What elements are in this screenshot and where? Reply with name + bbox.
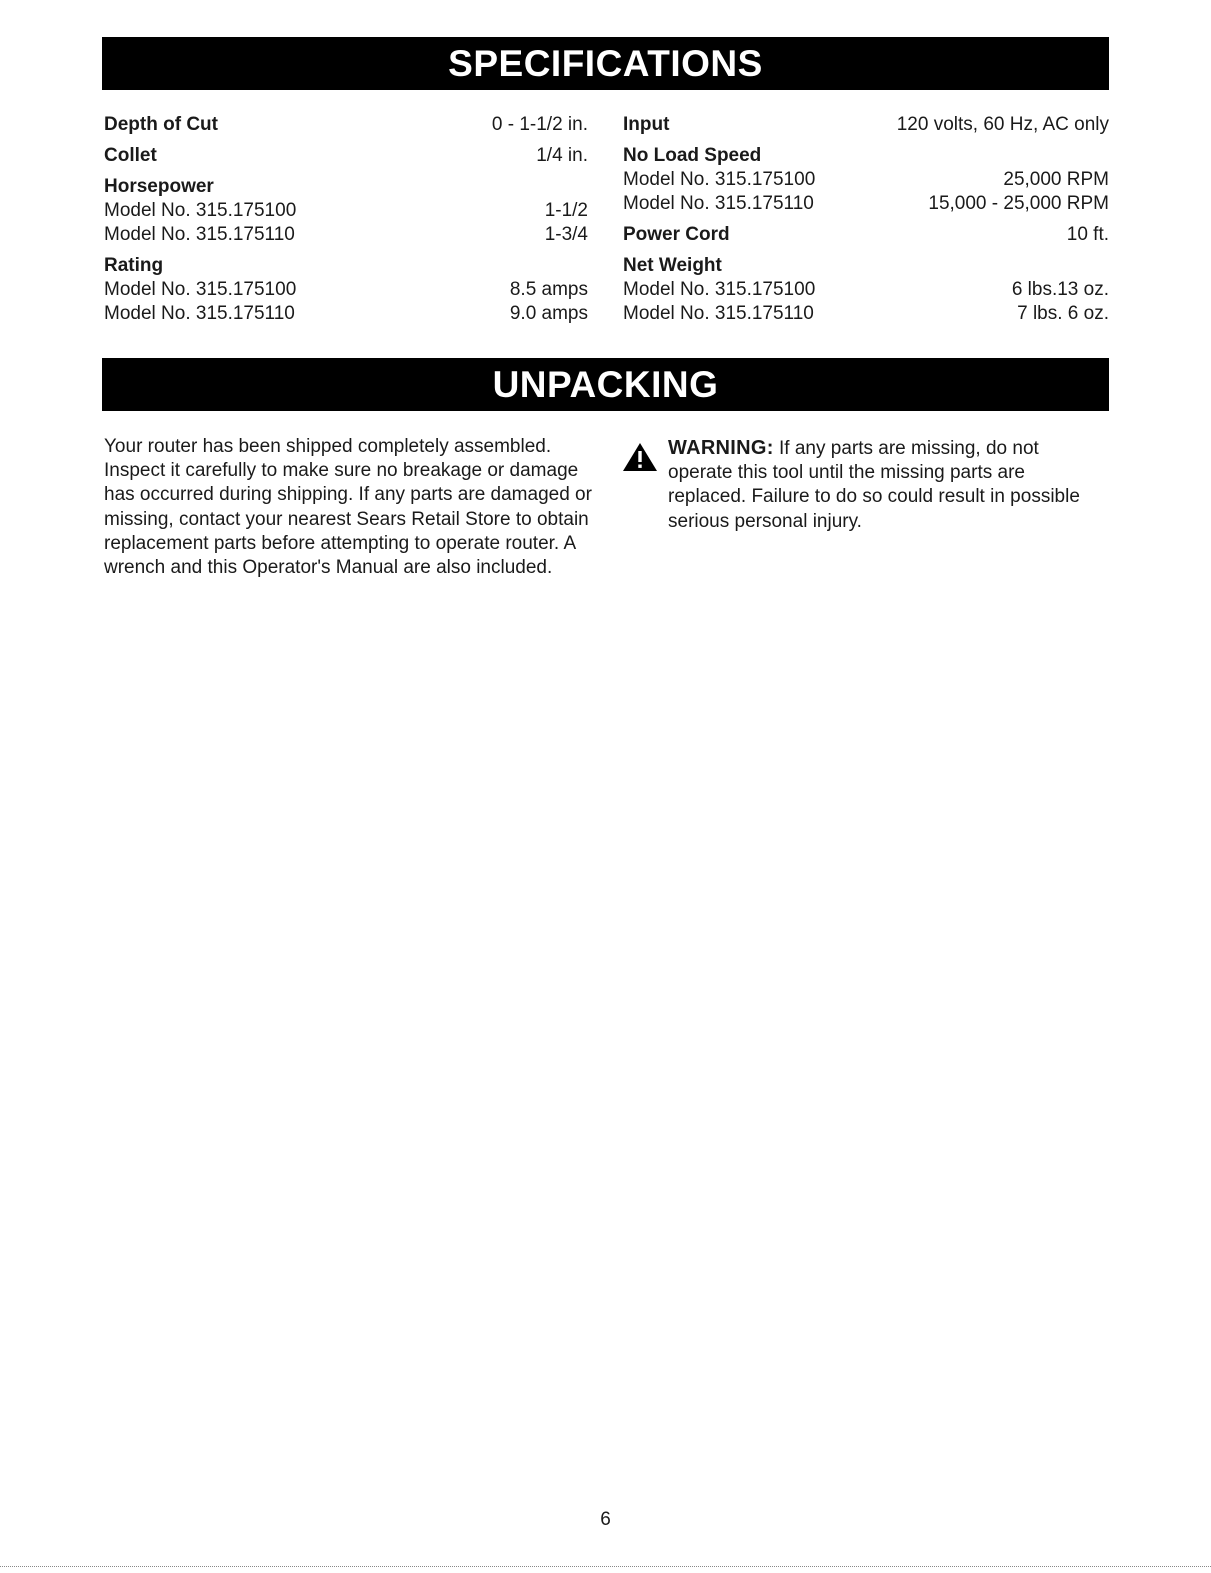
spec-depth-of-cut xyxy=(104,113,588,137)
spec-power-cord xyxy=(623,223,1109,247)
spec-label: Net Weight xyxy=(623,255,722,276)
warning-text-block xyxy=(668,436,1108,534)
spec-input xyxy=(623,113,1109,137)
bottom-divider xyxy=(0,1566,1211,1567)
spec-row xyxy=(623,168,1109,192)
warning-block xyxy=(622,436,1112,534)
spec-value: 10 ft. xyxy=(1066,224,1109,245)
spec-value: 1-3/4 xyxy=(544,224,588,245)
spec-model: Model No. 315.175100 xyxy=(104,279,297,300)
spec-label: Collet xyxy=(104,145,157,166)
spec-row xyxy=(104,223,588,247)
spec-value: 0 - 1-1/2 in. xyxy=(491,114,588,135)
unpacking-banner xyxy=(102,358,1109,411)
spec-row xyxy=(623,302,1109,326)
spec-horsepower-heading xyxy=(104,175,588,199)
spec-no-load-speed-heading xyxy=(623,144,1109,168)
unpacking-title: UNPACKING xyxy=(492,363,719,405)
spec-label: Power Cord xyxy=(623,224,730,245)
specifications-right-column xyxy=(623,113,1109,326)
specifications-title: SPECIFICATIONS xyxy=(448,42,763,84)
spec-value: 7 lbs. 6 oz. xyxy=(1017,303,1109,324)
specifications-banner xyxy=(102,37,1109,90)
spec-value: 1/4 in. xyxy=(536,145,588,166)
spec-label: Depth of Cut xyxy=(104,114,218,135)
spec-value: 25,000 RPM xyxy=(1003,169,1109,190)
spec-collet xyxy=(104,144,588,168)
spec-model: Model No. 315.175110 xyxy=(623,193,814,214)
spec-value: 120 volts, 60 Hz, AC only xyxy=(896,114,1109,135)
spec-row xyxy=(623,278,1109,302)
spec-value: 15,000 - 25,000 RPM xyxy=(928,193,1109,214)
spec-label: Rating xyxy=(104,255,164,276)
warning-label: WARNING: xyxy=(668,437,774,459)
spec-model: Model No. 315.175100 xyxy=(623,279,816,300)
spec-net-weight-heading xyxy=(623,254,1109,278)
spec-model: Model No. 315.175100 xyxy=(623,169,816,190)
spec-row xyxy=(104,199,588,223)
spec-model: Model No. 315.175110 xyxy=(623,303,814,324)
spec-value: 9.0 amps xyxy=(509,303,588,324)
spec-label: Input xyxy=(623,114,670,135)
unpacking-body: Your router has been shipped completely assembled. Inspect it carefully to make sure no breakage or damage has occurred during shipping. If any parts are damaged or missing, contact your nearest Sears Retail Store to obtain replacement parts before attempting to operate router. A wrench and this Operator's Manual are also included. xyxy=(104,436,592,579)
warning-triangle-icon xyxy=(622,442,658,472)
spec-row xyxy=(104,278,588,302)
spec-value: 8.5 amps xyxy=(509,279,588,300)
spec-model: Model No. 315.175100 xyxy=(104,200,297,221)
spec-value: 1-1/2 xyxy=(544,200,588,221)
spec-row xyxy=(104,302,588,326)
page-number: 6 xyxy=(600,1509,611,1530)
spec-row xyxy=(623,192,1109,216)
spec-label: Horsepower xyxy=(104,176,214,197)
specifications-left-column xyxy=(104,113,588,326)
spec-model: Model No. 315.175110 xyxy=(104,224,295,245)
spec-value: 6 lbs.13 oz. xyxy=(1011,279,1109,300)
spec-label: No Load Speed xyxy=(623,145,762,166)
spec-rating-heading xyxy=(104,254,588,278)
spec-model: Model No. 315.175110 xyxy=(104,303,295,324)
warning-message: If any parts are missing, do not operate this tool until the missing parts are replaced. Failure to do so could result in possible serious personal injury. xyxy=(668,438,1080,532)
